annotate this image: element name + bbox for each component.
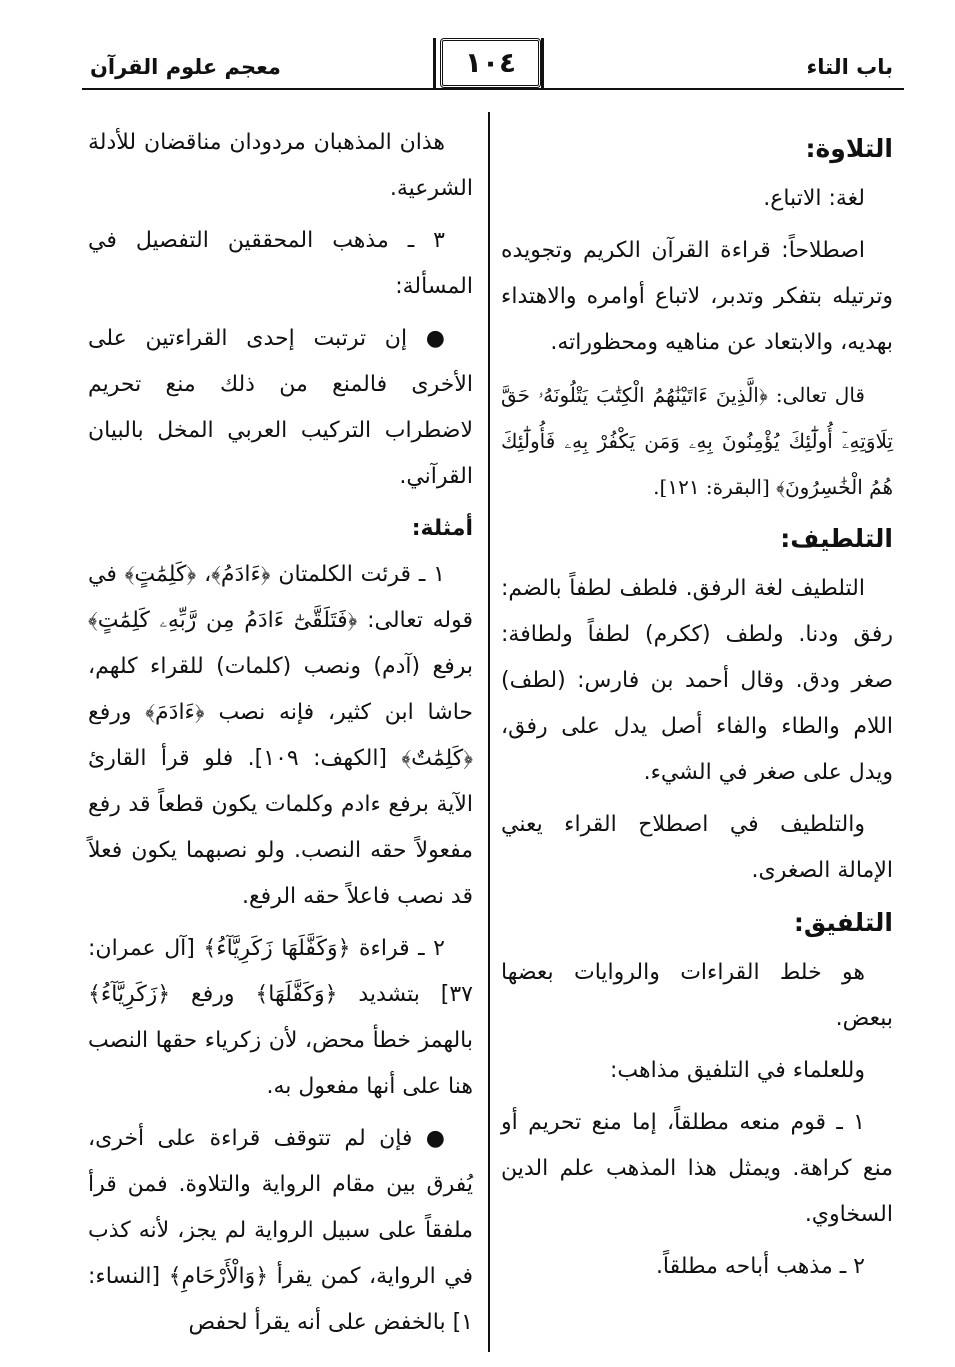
paragraph: ١ ـ قرئت الكلمتان ﴿ءَادَمُ﴾، ﴿كَلِمَٰتٍ﴾ في قوله تعالى: ﴿فَتَلَقَّىٰٓ ءَادَمُ مِن رَّبِّهِۦ كَلِمَٰتٍ﴾ برفع (آدم) ونصب (كلمات) للقراء كلهم، حاشا ابن كثير، فإنه نصب ﴿ءَادَمَ﴾ ورفع ﴿كَلِمَٰتٌ﴾ [الكهف: ١٠٩]. فلو قرأ القارئ الآية برفع ءادم وكلمات يكون قطعاً قد رفع مفعولاً حقه النصب. ولو نصبهما يكون فعلاً قد نصب فاعلاً حقه الرفع.	[88, 562, 473, 909]
heading-tilawa: التلاوة:	[805, 134, 893, 163]
paragraph: هذان المذهبان مردودان مناقضان للأدلة الشرعية.	[88, 130, 473, 201]
header-rule	[82, 88, 904, 90]
paragraph: ● إن ترتبت إحدى القراءتين على الأخرى فالمنع من ذلك منع تحريم لاضطراب التركيب العربي المخل بالبيان القرآني.	[88, 326, 473, 489]
column-divider	[488, 112, 490, 1352]
paragraph: التلطيف لغة الرفق. فلطف لطفاً بالضم: رفق ودنا. ولطف (ككرم) لطفاً ولطافة: صغر ودق. وقال أحمد بن فارس: (لطف) اللام والطاء والفاء أصل يدل على رفق، ويدل على صغر في الشيء.	[501, 576, 893, 785]
right-column	[501, 120, 893, 1296]
paragraph: ٣ ـ مذهب المحققين التفصيل في المسألة:	[88, 228, 473, 299]
left-column	[88, 120, 473, 1352]
paragraph: اصطلاحاً: قراءة القرآن الكريم وتجويده وترتيله بتفكر وتدبر، لاتباع أوامره والاهتداء بهديه، والابتعاد عن مناهيه ومحظوراته.	[501, 238, 893, 355]
paragraph: وللعلماء في التلفيق مذاهب:	[609, 1058, 865, 1083]
quran-quote: قال تعالى: ﴿الَّذِينَ ءَاتَيْنَٰهُمُ الْكِتَٰبَ يَتْلُونَهُۥ حَقَّ تِلَاوَتِهِۦٓ أُولَٰٓئِكَ يُؤْمِنُونَ بِهِۦ وَمَن يَكْفُرْ بِهِۦ فَأُولَٰٓئِكَ هُمُ الْخَٰسِرُونَ﴾ [البقرة: ١٢١].	[501, 383, 893, 499]
paragraph: والتلطيف في اصطلاح القراء يعني الإمالة الصغرى.	[501, 812, 893, 883]
paragraph: ● فإن لم تتوقف قراءة على أخرى، يُفرق بين مقام الرواية والتلاوة. فمن قرأ ملفقاً على سبيل الرواية لم يجز، لأنه كذب في الرواية، كمن يقرأ ﴿وَالْأَرْحَامِ﴾ [النساء: ١] بالخفض على أنه يقرأ لحفص	[88, 1126, 473, 1335]
section-title: باب التاء	[806, 55, 893, 79]
paragraph: لغة: الاتباع.	[763, 186, 865, 211]
paragraph: هو خلط القراءات والروايات بعضها ببعض.	[501, 960, 893, 1031]
heading-taltif: التلطيف:	[780, 524, 893, 553]
paragraph: ٢ ـ قراءة ﴿وَكَفَّلَهَا زَكَرِيَّآءُ﴾ [آل عمران: ٣٧] بتشديد ﴿وَكَفَّلَهَا﴾ ورفع ﴿زَكَرِيَّآءُ﴾ بالهمز خطأ محض، لأن زكرياء حقها النصب هنا على أنها مفعول به.	[88, 936, 473, 1099]
book-title: معجم علوم القرآن	[90, 55, 281, 79]
heading-talfiq: التلفيق:	[793, 908, 893, 937]
paragraph: ٢ ـ مذهب أباحه مطلقاً.	[655, 1254, 865, 1279]
heading-examples: أمثلة:	[411, 516, 473, 541]
paragraph: ١ ـ قوم منعه مطلقاً، إما منع تحريم أو منع كراهة. ويمثل هذا المذهب علم الدين السخاوي.	[501, 1110, 893, 1227]
page-number: ١٠٤	[440, 38, 541, 88]
